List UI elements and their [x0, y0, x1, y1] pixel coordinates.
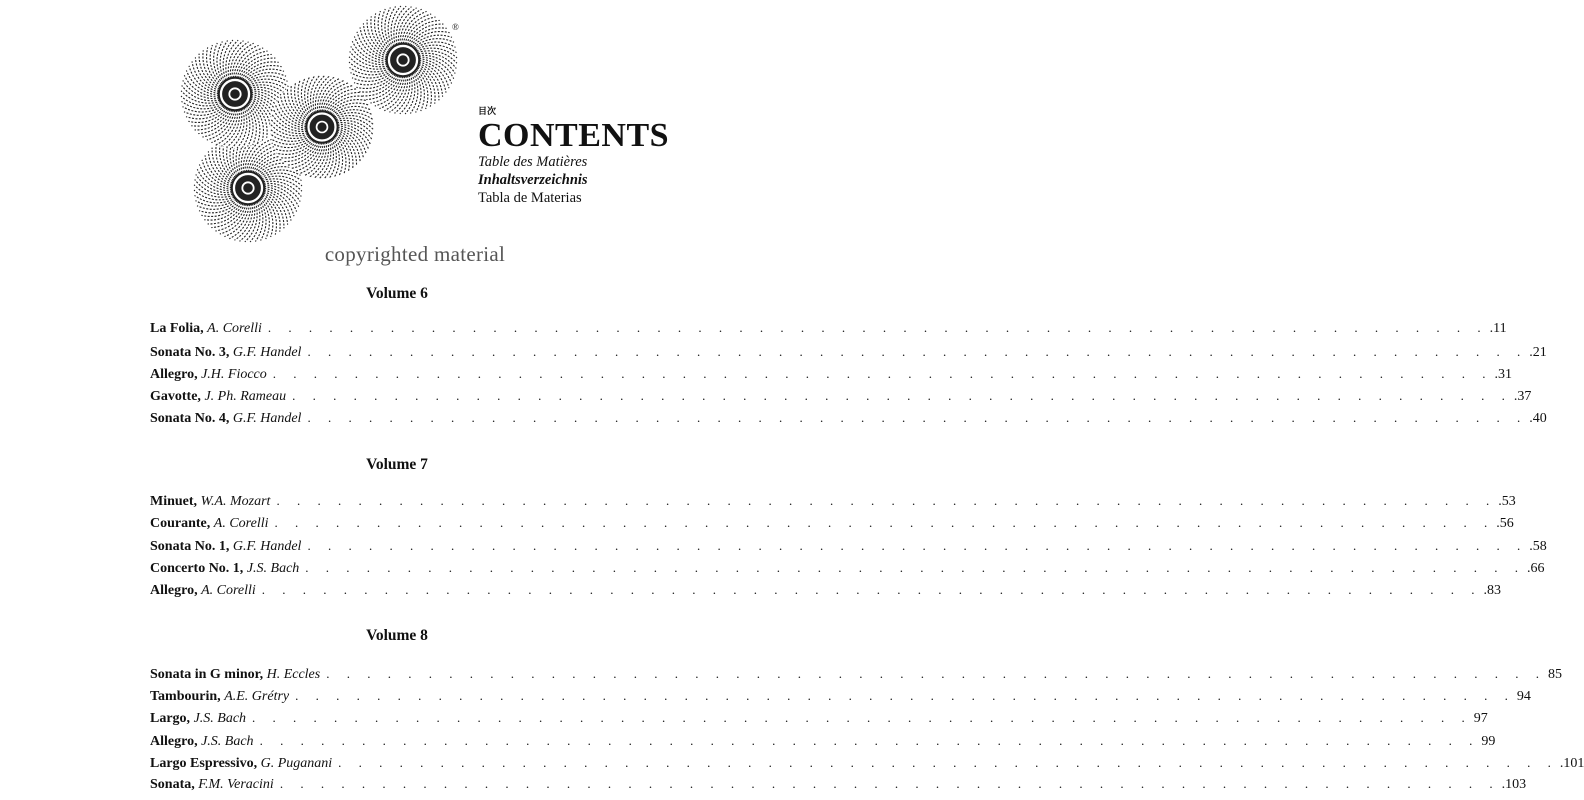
piece-title: Concerto No. 1, — [150, 561, 244, 576]
leader-dots: . . . . . . . . . . . . . . . . . . . . . . . . . . . . . . . . . . . . . . . . . . . . . . . . . . . . . . . . . . . . — [307, 538, 1528, 553]
piece-title: Largo Espressivo, — [150, 756, 258, 771]
composer: A. Corelli — [207, 321, 262, 336]
piece-title: Sonata, — [150, 777, 195, 792]
page-number: 97 — [1473, 711, 1488, 726]
composer: G.F. Handel — [232, 539, 302, 554]
leader-dots: . . . . . . . . . . . . . . . . . . . . . . . . . . . . . . . . . . . . . . . . . . . . . . . . . . . . . . . . . . . . — [338, 755, 1558, 770]
page-number: 85 — [1547, 667, 1562, 682]
watermark-text: copyrighted material — [324, 242, 506, 266]
toc-entry[interactable] — [150, 753, 1584, 773]
page-number: .31 — [1494, 367, 1513, 382]
page-number: 94 — [1516, 689, 1531, 704]
leader-dots: . . . . . . . . . . . . . . . . . . . . . . . . . . . . . . . . . . . . . . . . . . . . . . . . . . . . . . . . . . . . — [279, 776, 1500, 791]
composer: G. Puganani — [260, 756, 333, 771]
piece-title: Allegro, — [150, 734, 198, 749]
volume-title: Volume 6 — [366, 285, 428, 302]
leader-dots: . . . . . . . . . . . . . . . . . . . . . . . . . . . . . . . . . . . . . . . . . . . . . . . . . . . . . . . . . . . . — [272, 366, 1493, 381]
leader-dots: . . . . . . . . . . . . . . . . . . . . . . . . . . . . . . . . . . . . . . . . . . . . . . . . . . . . . . . . . . . . — [326, 666, 1546, 681]
leader-dots: . . . . . . . . . . . . . . . . . . . . . . . . . . . . . . . . . . . . . . . . . . . . . . . . . . . . . . . . . . . . — [261, 582, 1482, 597]
piece-title: Allegro, — [150, 367, 198, 382]
page-number: .37 — [1513, 389, 1532, 404]
page-number: .11 — [1489, 321, 1507, 336]
toc-entry[interactable] — [150, 318, 1507, 338]
page-number: .103 — [1501, 777, 1527, 792]
piece-title: Sonata No. 3, — [150, 345, 230, 360]
page-number: .66 — [1527, 561, 1545, 576]
spiral-circles-logo — [0, 0, 470, 260]
registered-mark: ® — [452, 22, 459, 32]
page-number: .58 — [1529, 539, 1547, 554]
leader-dots: . . . . . . . . . . . . . . . . . . . . . . . . . . . . . . . . . . . . . . . . . . . . . . . . . . . . . . . . . . . . — [276, 493, 1497, 508]
leader-dots: . . . . . . . . . . . . . . . . . . . . . . . . . . . . . . . . . . . . . . . . . . . . . . . . . . . . . . . . . . . . — [305, 560, 1526, 575]
spanish-subtitle: Tabla de Materias — [478, 190, 582, 206]
piece-title: Tambourin, — [150, 689, 221, 704]
french-subtitle: Table des Matières — [478, 154, 588, 170]
toc-entry[interactable] — [150, 364, 1513, 384]
toc-entry[interactable] — [150, 580, 1502, 600]
leader-dots: . . . . . . . . . . . . . . . . . . . . . . . . . . . . . . . . . . . . . . . . . . . . . . . . . . . . . . . . . . . . — [267, 320, 1488, 335]
leader-dots: . . . . . . . . . . . . . . . . . . . . . . . . . . . . . . . . . . . . . . . . . . . . . . . . . . . . . . . . . . . . — [307, 344, 1528, 359]
composer: H. Eccles — [266, 667, 321, 682]
cjk-label: 目次 — [478, 107, 497, 117]
toc-entry[interactable] — [150, 386, 1532, 406]
toc-entry[interactable] — [150, 558, 1545, 578]
leader-dots: . . . . . . . . . . . . . . . . . . . . . . . . . . . . . . . . . . . . . . . . . . . . . . . . . . . . . . . . . . . . — [295, 688, 1515, 703]
toc-entry[interactable] — [150, 686, 1531, 706]
spiral-disc — [270, 75, 374, 179]
contents-header — [478, 104, 669, 207]
volume-title: Volume 7 — [366, 456, 428, 473]
leader-dots: . . . . . . . . . . . . . . . . . . . . . . . . . . . . . . . . . . . . . . . . . . . . . . . . . . . . . . . . . . . . — [292, 388, 1512, 403]
leader-dots: . . . . . . . . . . . . . . . . . . . . . . . . . . . . . . . . . . . . . . . . . . . . . . . . . . . . . . . . . . . . — [252, 710, 1472, 725]
piece-title: Largo, — [150, 711, 191, 726]
volume-title: Volume 8 — [366, 627, 428, 644]
toc-entry[interactable] — [150, 491, 1516, 511]
piece-title: Sonata No. 1, — [150, 539, 230, 554]
composer: A.E. Grétry — [224, 689, 290, 704]
composer: A. Corelli — [201, 583, 256, 598]
composer: G.F. Handel — [232, 411, 302, 426]
toc-entry[interactable] — [150, 408, 1547, 428]
piece-title: Sonata in G minor, — [150, 667, 264, 682]
composer: F.M. Veracini — [198, 777, 274, 792]
composer: A. Corelli — [213, 516, 269, 531]
piece-title: Minuet, — [150, 494, 198, 509]
page-number: 99 — [1481, 734, 1496, 749]
german-subtitle: Inhaltsverzeichnis — [478, 172, 588, 188]
spiral-disc — [349, 6, 457, 114]
toc-entry[interactable] — [150, 708, 1488, 728]
toc-entry[interactable] — [150, 513, 1514, 533]
composer: J.S. Bach — [246, 561, 300, 576]
composer: J.H. Fiocco — [201, 367, 267, 382]
toc-entry[interactable] — [150, 664, 1562, 684]
page-number: .21 — [1529, 345, 1547, 360]
piece-title: Sonata No. 4, — [150, 411, 230, 426]
leader-dots: . . . . . . . . . . . . . . . . . . . . . . . . . . . . . . . . . . . . . . . . . . . . . . . . . . . . . . . . . . . . — [307, 410, 1528, 425]
composer: G.F. Handel — [232, 345, 302, 360]
composer: J.S. Bach — [201, 734, 254, 749]
toc-entry[interactable] — [150, 536, 1547, 556]
piece-title: Gavotte, — [150, 389, 201, 404]
page-number: .40 — [1529, 411, 1547, 426]
page-number: .83 — [1483, 583, 1502, 598]
toc-entry[interactable] — [150, 774, 1527, 794]
page-number: .101 — [1559, 756, 1584, 771]
toc-entry[interactable] — [150, 731, 1496, 751]
piece-title: La Folia, — [150, 321, 204, 336]
piece-title: Allegro, — [150, 583, 198, 598]
toc-entry[interactable] — [150, 342, 1547, 362]
leader-dots: . . . . . . . . . . . . . . . . . . . . . . . . . . . . . . . . . . . . . . . . . . . . . . . . . . . . . . . . . . . . — [274, 515, 1495, 530]
page-number: .53 — [1498, 494, 1516, 509]
composer: J.S. Bach — [193, 711, 247, 726]
composer: J. Ph. Rameau — [204, 389, 287, 404]
leader-dots: . . . . . . . . . . . . . . . . . . . . . . . . . . . . . . . . . . . . . . . . . . . . . . . . . . . . . . . . . . . . — [259, 733, 1480, 748]
piece-title: Courante, — [150, 516, 211, 531]
page-title: CONTENTS — [478, 117, 670, 154]
page-number: .56 — [1496, 516, 1514, 531]
composer: W.A. Mozart — [200, 494, 271, 509]
